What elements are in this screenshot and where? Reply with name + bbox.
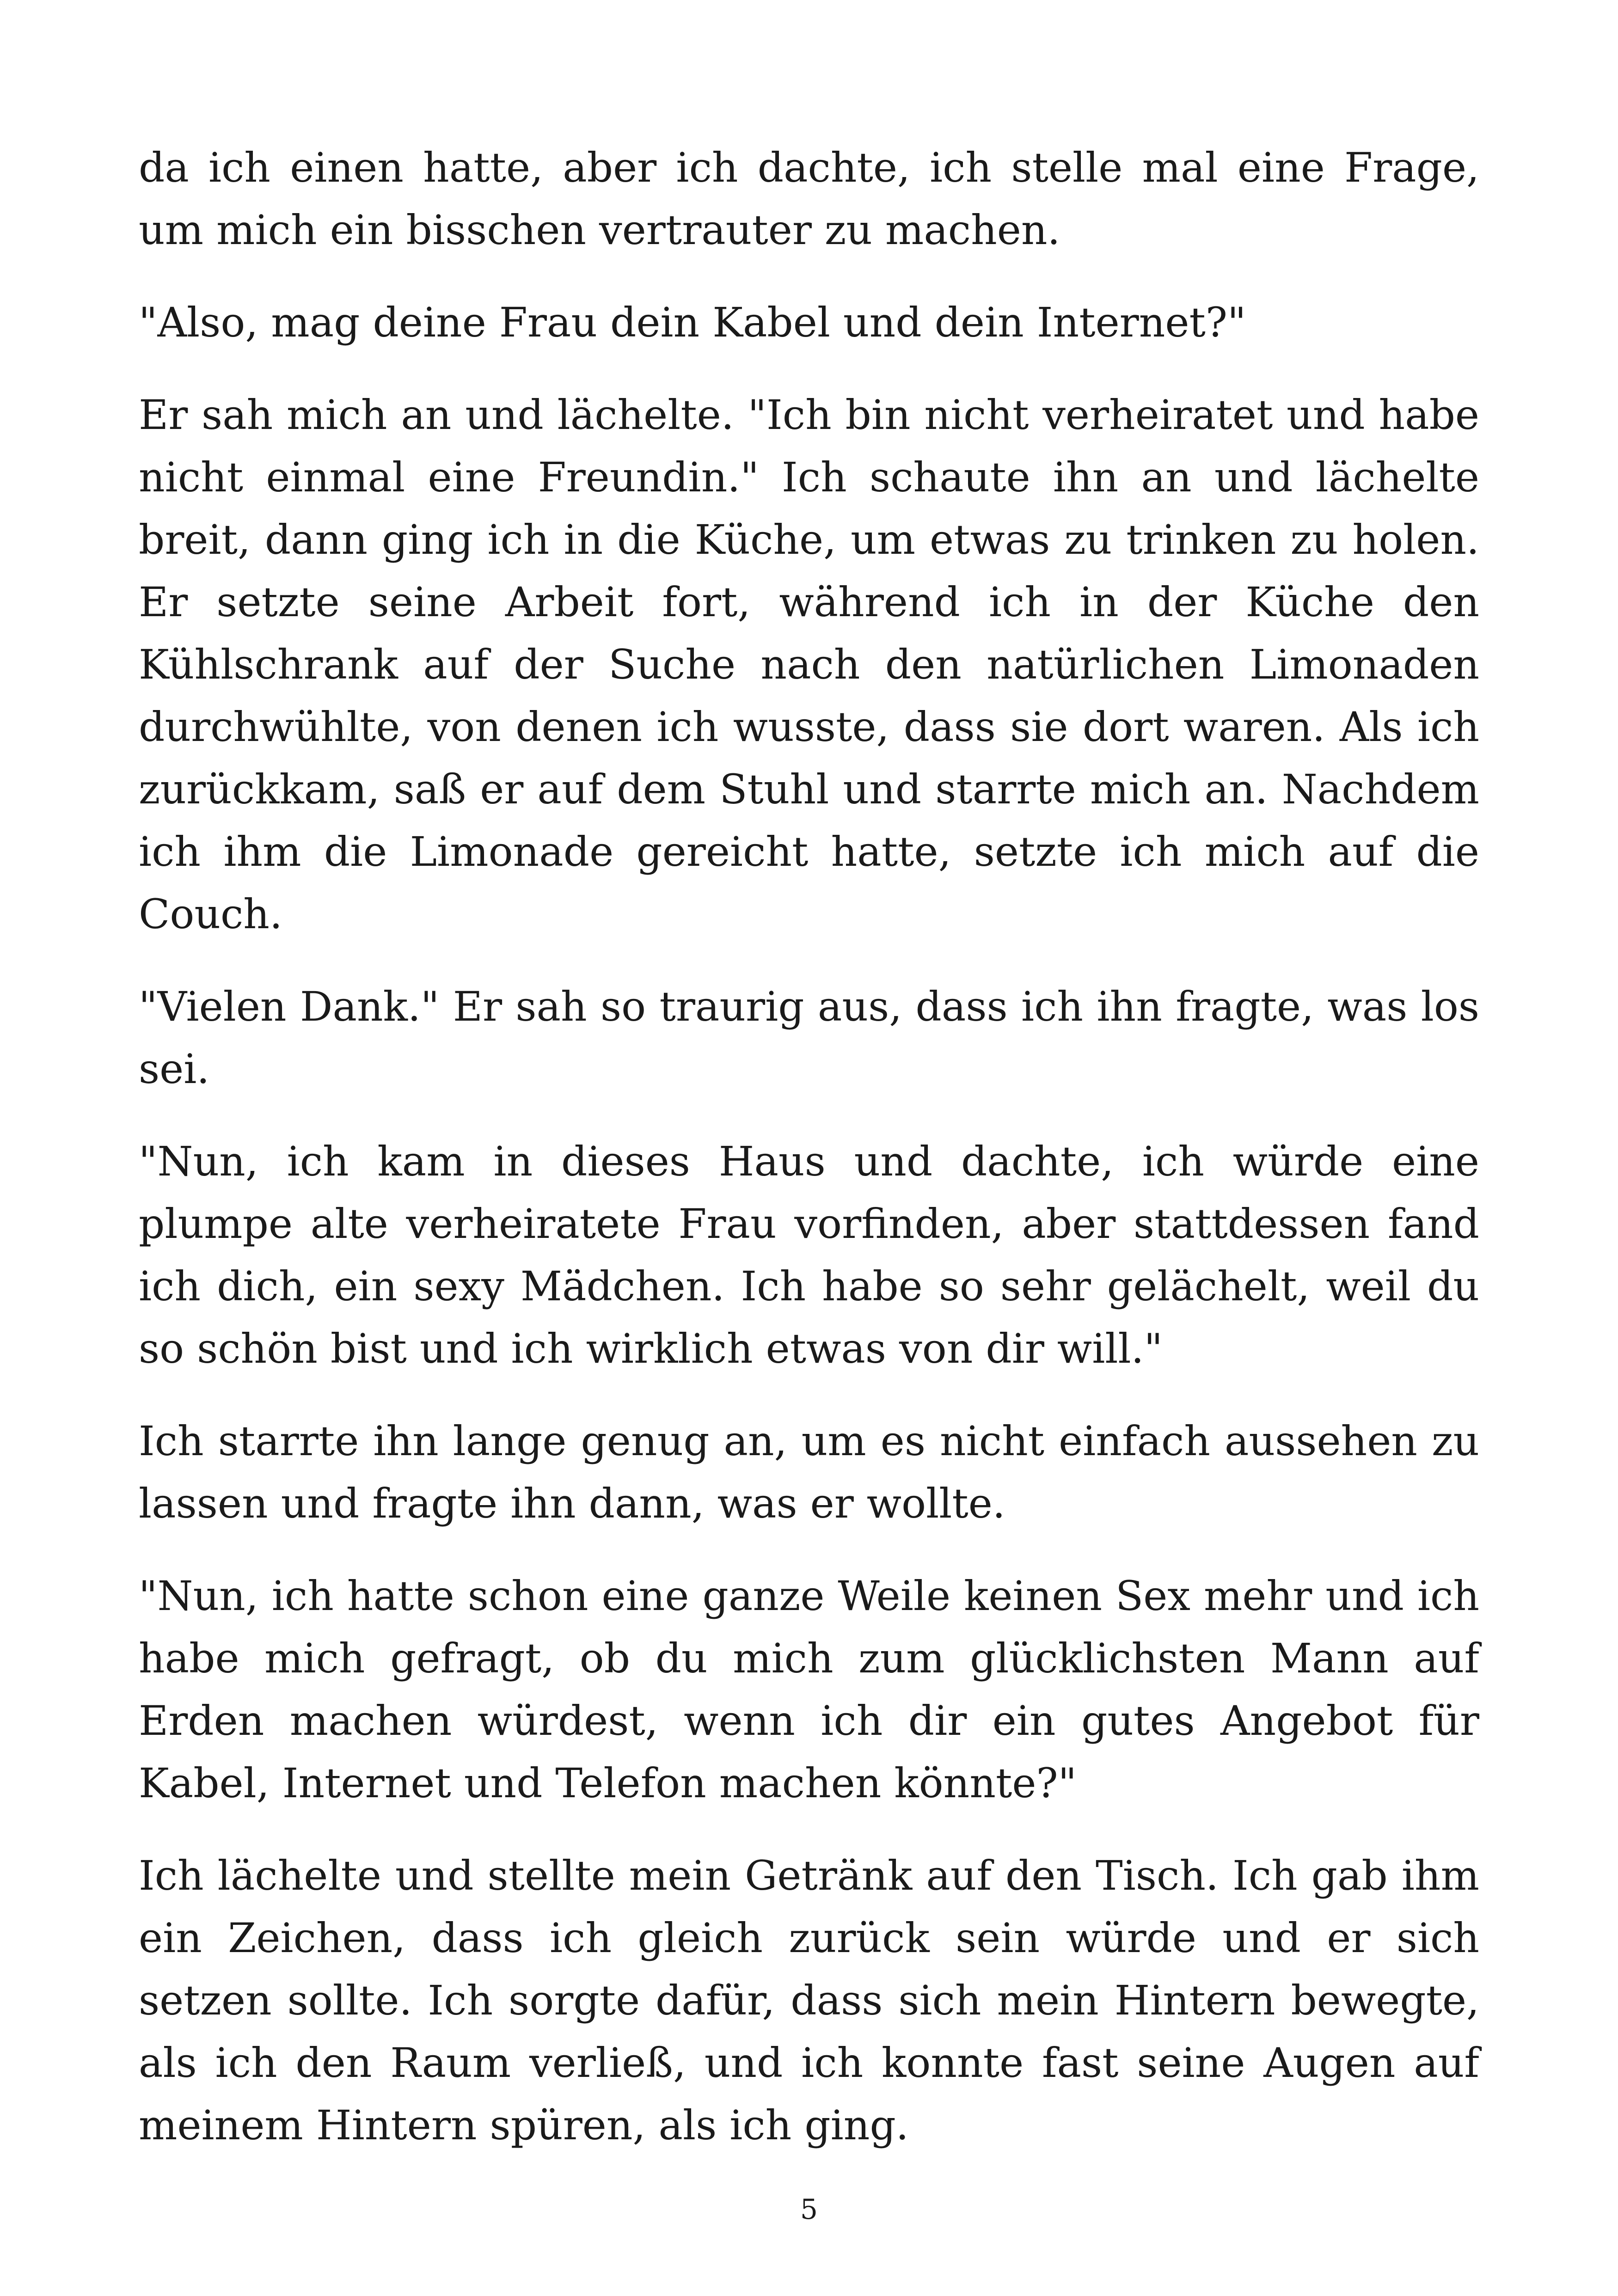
page-number: 5 <box>800 2193 818 2226</box>
paragraph: Ich starrte ihn lange genug an, um es nicht einfach aussehen zu lassen und fragte ihn dann, was er wollte. <box>139 1417 1479 1527</box>
body-text <box>139 136 1479 2186</box>
paragraph: "Vielen Dank." Er sah so traurig aus, dass ich ihn fragte, was los sei. <box>139 983 1479 1093</box>
paragraph: Ich lächelte und stellte mein Getränk auf den Tisch. Ich gab ihm ein Zeichen, dass ich gleich zurück sein würde und er sich setzen sollte. Ich sorgte dafür, dass sich mein Hintern bewegte, als ich den Raum verließ, und ich konnte fast seine Augen auf meinem Hintern spüren, als ich ging. <box>139 1852 1479 2149</box>
paragraph: Er sah mich an und lächelte. "Ich bin nicht verheiratet und habe nicht einmal eine Freundin." Ich schaute ihn an und lächelte breit, dann ging ich in die Küche, um etwas zu trinken zu holen. Er setzte seine Arbeit fort, während ich in der Küche den Kühlschrank auf der Suche nach den natürlichen Limonaden durchwühlte, von denen ich wusste, dass sie dort waren. Als ich zurückkam, saß er auf dem Stuhl und starrte mich an. Nachdem ich ihm die Limonade gereicht hatte, setzte ich mich auf die Couch. <box>139 391 1479 938</box>
paragraph: "Nun, ich kam in dieses Haus und dachte, ich würde eine plumpe alte verheiratete Frau vorfinden, aber stattdessen fand ich dich, ein sexy Mädchen. Ich habe so sehr gelächelt, weil du so schön bist und ich wirklich etwas von dir will." <box>139 1138 1479 1372</box>
paragraph: "Nun, ich hatte schon eine ganze Weile keinen Sex mehr und ich habe mich gefragt, ob du mich zum glücklichsten Mann auf Erden machen würdest, wenn ich dir ein gutes Angebot für Kabel, Internet und Telefon machen könnte?" <box>139 1572 1479 1807</box>
paragraph: da ich einen hatte, aber ich dachte, ich stelle mal eine Frage, um mich ein bisschen vertrauter zu machen. <box>139 144 1479 254</box>
paragraph: "Also, mag deine Frau dein Kabel und dein Internet?" <box>139 299 1246 346</box>
